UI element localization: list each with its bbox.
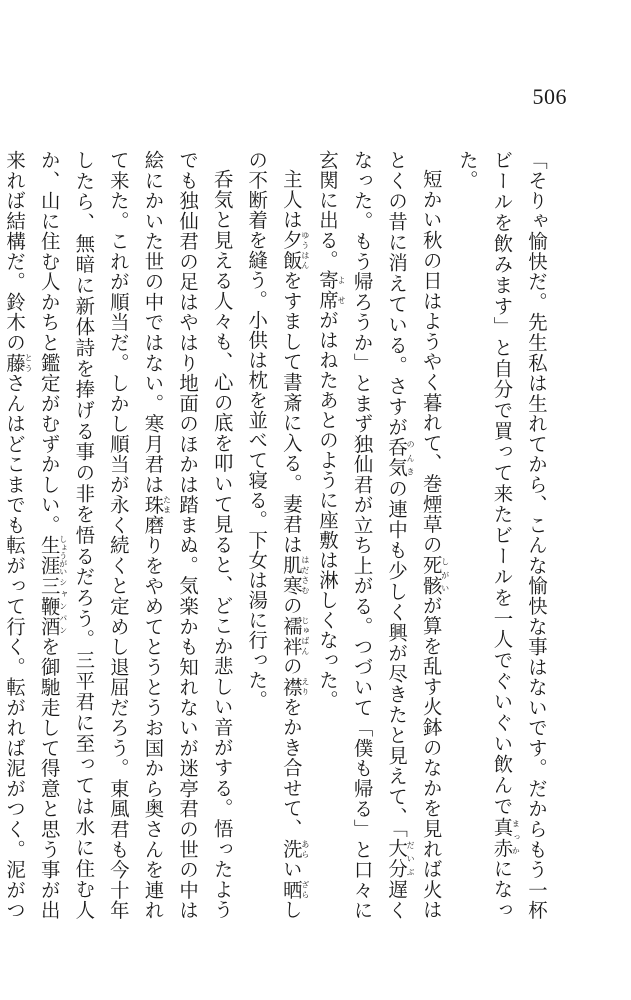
furigana: 洗あら: [279, 839, 310, 860]
furigana: 寄席よせ: [315, 270, 346, 310]
furigana: 三鞭酒シャンパン: [37, 575, 68, 637]
paragraph-4: 呑気と見える人々も、心の底を叩いて見ると、どこか悲しい音がする。悟ったようでも独仙君の足はやはり地面のほかは踏まぬ。気楽かも知れないが迷亭君の世の中は絵にかいた世の中ではない。寒月君は珠たま磨りをやめてとうとうお国から奥さんを連れて来た。これが順当だ。しかし順当が永く続くと定めし退屈だろう。東風君も今十年したら、無暗に新体詩を捧げる事の非を悟るだろう。三平君に至っては水に住む人か、山に住む人かちと鑑定がむずかしい。生涯しょうがい三鞭酒シャンパンを御馳走して得意と思う事が出来れば結構だ。鈴木の藤とうさんはどこまでも転がって行く。転がれば泥がつく。泥がつ: [3, 150, 234, 921]
furigana: 大分だいぶ: [385, 838, 416, 880]
furigana: 晒ざら: [279, 879, 310, 901]
furigana: 真赤まっか: [490, 816, 521, 859]
furigana: 夕飯ゆうはん: [279, 230, 310, 271]
paragraph-1: 「そりゃ愉快だ。先生私は生れてから、こんな愉快な事はないです。だからもう一杯ビールを飲みます」と自分で買って来たビールを一人でぐいぐい飲んで真赤まっかになった。: [455, 150, 548, 921]
page-number: 506: [532, 84, 567, 109]
furigana: 肌寒はださむ: [279, 555, 310, 596]
furigana: 藤とう: [3, 352, 34, 373]
furigana: 襦袢じゅばん: [279, 615, 310, 657]
furigana: 襟えり: [279, 676, 310, 698]
paragraph-2: 短かい秋の日はようやく暮れて、巻煙草の死骸しがいが算を乱す火鉢のなかを見れば火はとくの昔に消えている。さすが呑気のんきの連中も少しく興が尽きたと見えて、「大分だいぶ遅くなった。もう帰ろうか」とまず独仙君が立ち上がる。つづいて「僕も帰る」と口々に玄関に出る。寄席よせがはねたあとのように座敷は淋しくなった。: [315, 150, 450, 921]
furigana: 珠たま: [141, 494, 172, 515]
furigana: 生涯しょうがい: [37, 535, 68, 576]
furigana: 呑気のんき: [385, 437, 416, 479]
furigana: 死骸しがい: [419, 555, 450, 596]
paragraph-3: 主人は夕飯ゆうはんをすまして書斎に入る。妻君は肌寒はださむの襦袢じゅばんの襟えりをかき合せて、洗あらい晒ざらしの不断着を縫う。小供は枕を並べて寝る。下女は湯に行った。: [245, 150, 310, 921]
body-text: [3, 150, 553, 921]
